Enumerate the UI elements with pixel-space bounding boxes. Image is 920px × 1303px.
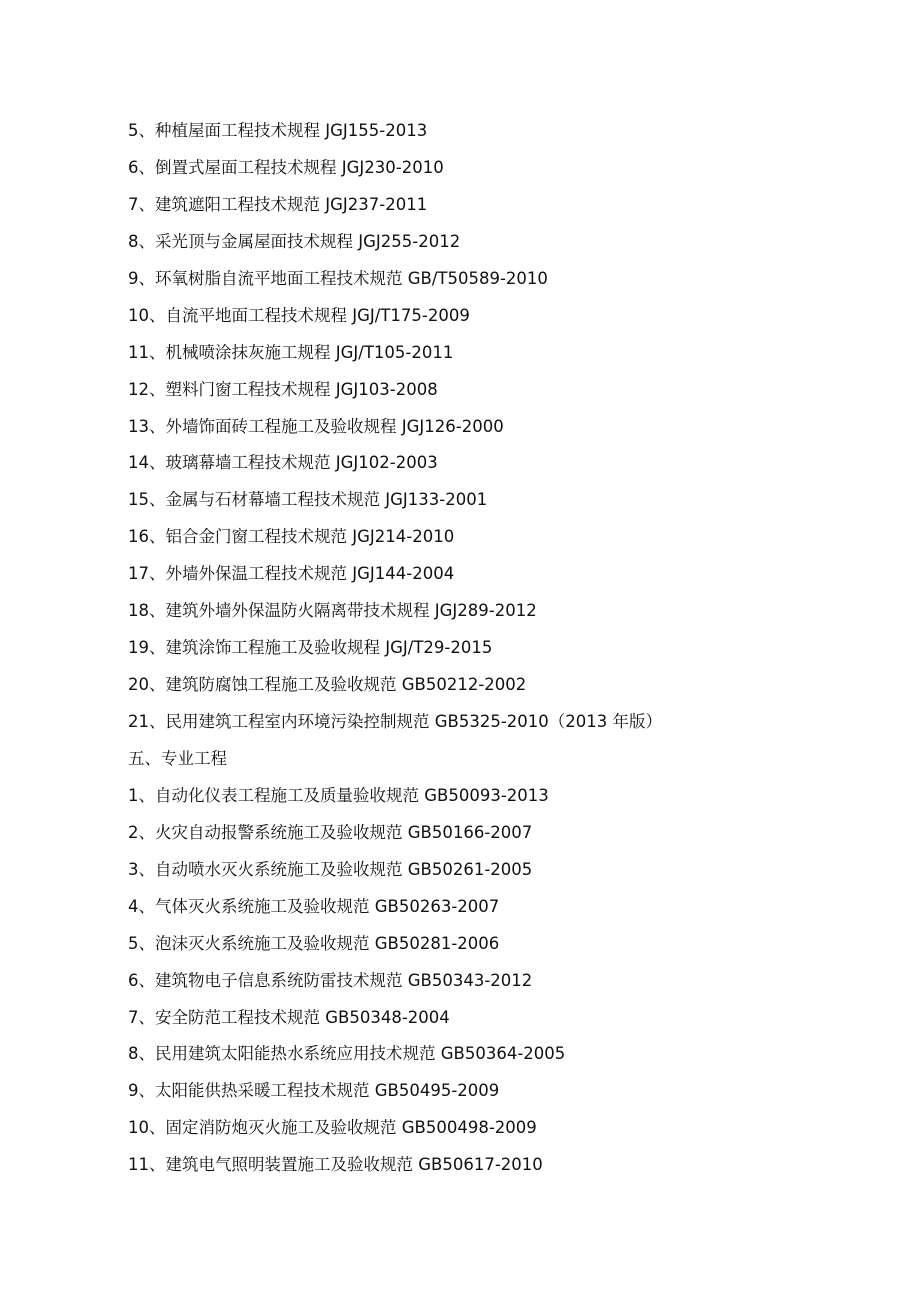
list-item: 10、固定消防炮灭火施工及验收规范 GB500498-2009 bbox=[128, 1118, 537, 1138]
list-item: 5、种植屋面工程技术规程 JGJ155-2013 bbox=[128, 121, 428, 140]
list-item: 20、建筑防腐蚀工程施工及验收规范 GB50212-2002 bbox=[128, 675, 527, 695]
list-item: 3、自动喷水灭火系统施工及验收规范 GB50261-2005 bbox=[128, 859, 533, 879]
list-item: 9、环氧树脂自流平地面工程技术规范 GB/T50589-2010 bbox=[128, 268, 548, 288]
list-item: 15、金属与石材幕墙工程技术规范 JGJ133-2001 bbox=[128, 490, 488, 510]
list-item: 6、倒置式屋面工程技术规程 JGJ230-2010 bbox=[128, 157, 444, 177]
section-heading: 五、专业工程 bbox=[128, 748, 227, 768]
list-item: 21、民用建筑工程室内环境污染控制规范 GB5325-2010（2013 年版） bbox=[128, 712, 663, 731]
list-item: 4、气体灭火系统施工及验收规范 GB50263-2007 bbox=[128, 896, 500, 916]
list-item: 12、塑料门窗工程技术规程 JGJ103-2008 bbox=[128, 379, 438, 399]
list-item: 18、建筑外墙外保温防火隔离带技术规程 JGJ289-2012 bbox=[128, 601, 537, 621]
list-item: 19、建筑涂饰工程施工及验收规程 JGJ/T29-2015 bbox=[128, 638, 493, 658]
list-item: 13、外墙饰面砖工程施工及验收规程 JGJ126-2000 bbox=[128, 416, 504, 436]
list-item: 1、自动化仪表工程施工及质量验收规范 GB50093-2013 bbox=[128, 785, 549, 805]
list-item: 6、建筑物电子信息系统防雷技术规范 GB50343-2012 bbox=[128, 970, 533, 990]
list-item: 17、外墙外保温工程技术规范 JGJ144-2004 bbox=[128, 564, 455, 584]
list-item: 9、太阳能供热采暖工程技术规范 GB50495-2009 bbox=[128, 1081, 500, 1101]
standards-list bbox=[128, 118, 662, 1189]
list-item: 5、泡沫灭火系统施工及验收规范 GB50281-2006 bbox=[128, 933, 500, 953]
list-item: 8、民用建筑太阳能热水系统应用技术规范 GB50364-2005 bbox=[128, 1044, 566, 1064]
list-item: 14、玻璃幕墙工程技术规范 JGJ102-2003 bbox=[128, 453, 438, 473]
list-item: 11、建筑电气照明装置施工及验收规范 GB50617-2010 bbox=[128, 1155, 543, 1175]
list-item: 7、建筑遮阳工程技术规范 JGJ237-2011 bbox=[128, 194, 428, 214]
list-item: 2、火灾自动报警系统施工及验收规范 GB50166-2007 bbox=[128, 822, 533, 842]
list-item: 16、铝合金门窗工程技术规范 JGJ214-2010 bbox=[128, 527, 455, 547]
list-item: 7、安全防范工程技术规范 GB50348-2004 bbox=[128, 1007, 450, 1027]
list-item: 10、自流平地面工程技术规程 JGJ/T175-2009 bbox=[128, 305, 470, 325]
list-item: 8、采光顶与金属屋面技术规程 JGJ255-2012 bbox=[128, 231, 461, 251]
list-item: 11、机械喷涂抹灰施工规程 JGJ/T105-2011 bbox=[128, 342, 454, 362]
